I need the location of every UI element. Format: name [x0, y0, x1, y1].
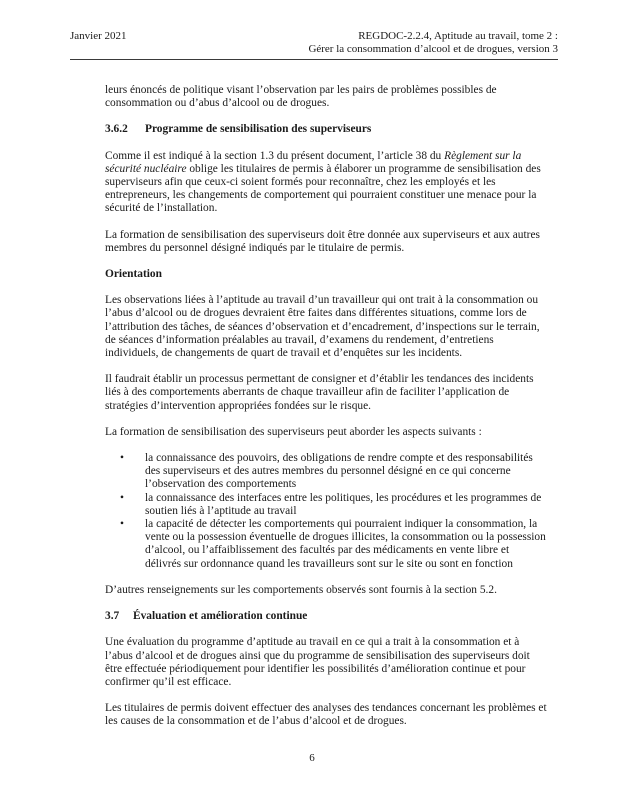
header-title-line1: REGDOC-2.2.4, Aptitude au travail, tome 2 : [358, 30, 558, 42]
document-body [105, 84, 547, 742]
list-item [105, 518, 547, 571]
section-title: Évaluation et amélioration continue [133, 610, 308, 623]
header-date: Janvier 2021 [70, 30, 127, 42]
bullet-icon: • [120, 452, 124, 465]
list-item-text: la capacité de détecter les comportements qui pourraient indiquer la consommation, la vente ou la possession éventuelle de drogues illicites, la consommation ou la possession d’alcool, ou l’affaiblissement des facultés par des médicaments en vente libre et délivrés sur ordonnance quand les travailleurs sont sur le site ou sont en fonction [145, 518, 546, 570]
bullet-icon: • [120, 491, 124, 504]
paragraph-aspects-intro: La formation de sensibilisation des superviseurs peut aborder les aspects suivants : [105, 425, 482, 438]
paragraph-intro-continuation: leurs énoncés de politique visant l’observation par les pairs de problèmes possibles de consommation ou d’abus d’alcool ou de drogues. [105, 84, 497, 110]
paragraph-titulaires: Les titulaires de permis doivent effectuer des analyses des tendances concernant les problèmes et les causes de la consommation et de l’abus d’alcool et de drogues. [105, 702, 547, 728]
list-item [105, 492, 547, 518]
section-number: 3.6.2 [105, 123, 128, 136]
section-number: 3.7 [105, 610, 120, 623]
list-item-text: la connaissance des pouvoirs, des obligations de rendre compte et des responsabilités des superviseurs et des autres membres du personnel désigné en ce qui concerne l’observation des comportements [145, 452, 533, 491]
paragraph-processus: Il faudrait établir un processus permettant de consigner et d’établir les tendances des incidents liés à des comportements aberrants de chaque travailleur afin de faciliter l’application de stratégies d’intervention appropriées fondées sur le risque. [105, 373, 534, 412]
paragraph-observations: Les observations liées à l’aptitude au travail d’un travailleur qui ont trait à la consommation ou l’abus d’alcool ou de drogues devraient être faites dans différentes situations, comme lors de l’attribution des tâches, de séances d’observation et d’encadrement, d’inspections sur le terrain, de séances d’information préalables au travail, d’examens du rendement, d’entretiens individuels, de changements de quart de travail et d’enquêtes sur les incidents. [105, 294, 540, 360]
paragraph-autres-renseignements: D’autres renseignements sur les comportements observés sont fournis à la section 5.2. [105, 583, 497, 596]
page-footer [0, 752, 624, 764]
bullet-icon: • [120, 518, 124, 531]
subheading-orientation: Orientation [105, 268, 162, 281]
page-header [70, 30, 558, 60]
section-title: Programme de sensibilisation des superviseurs [145, 123, 372, 136]
list-item [105, 452, 547, 492]
paragraph-article-38 [105, 150, 547, 216]
regulation-title-italic: Règlement sur la sécurité nucléaire [105, 149, 522, 175]
aspects-bullet-list [105, 452, 547, 571]
paragraph-text-pre: Comme il est indiqué à la section 1.3 du présent document, l’article 38 du [105, 149, 445, 162]
header-title-line2: Gérer la consommation d’alcool et de drogues, version 3 [308, 43, 558, 55]
paragraph-evaluation: Une évaluation du programme d’aptitude au travail en ce qui a trait à la consommation et à l’abus d’alcool et de drogues ainsi que du programme de sensibilisation des superviseurs doit être effectuée périodiquement pour identifier les possibilités d’amélioration continue et pour confirmer qu’il est efficace. [105, 636, 530, 688]
page-number: 6 [309, 752, 315, 764]
list-item-text: la connaissance des interfaces entre les politiques, les procédures et les programmes de soutien liés à l’aptitude au travail [145, 491, 542, 517]
paragraph-text-post: oblige les titulaires de permis à élaborer un programme de sensibilisation des superviseurs afin que ceux-ci soient formés pour reconnaître, chez les employés et les entrepreneurs, les changements de comportement qui pourraient constituer une menace pour la sécurité de l’installation. [105, 162, 541, 215]
section-heading-3-7 [105, 610, 547, 623]
header-document-title [308, 30, 558, 56]
section-heading-3-6-2 [105, 123, 547, 136]
paragraph-formation: La formation de sensibilisation des superviseurs doit être donnée aux superviseurs et aux autres membres du personnel désigné indiqués par le titulaire de permis. [105, 228, 540, 254]
